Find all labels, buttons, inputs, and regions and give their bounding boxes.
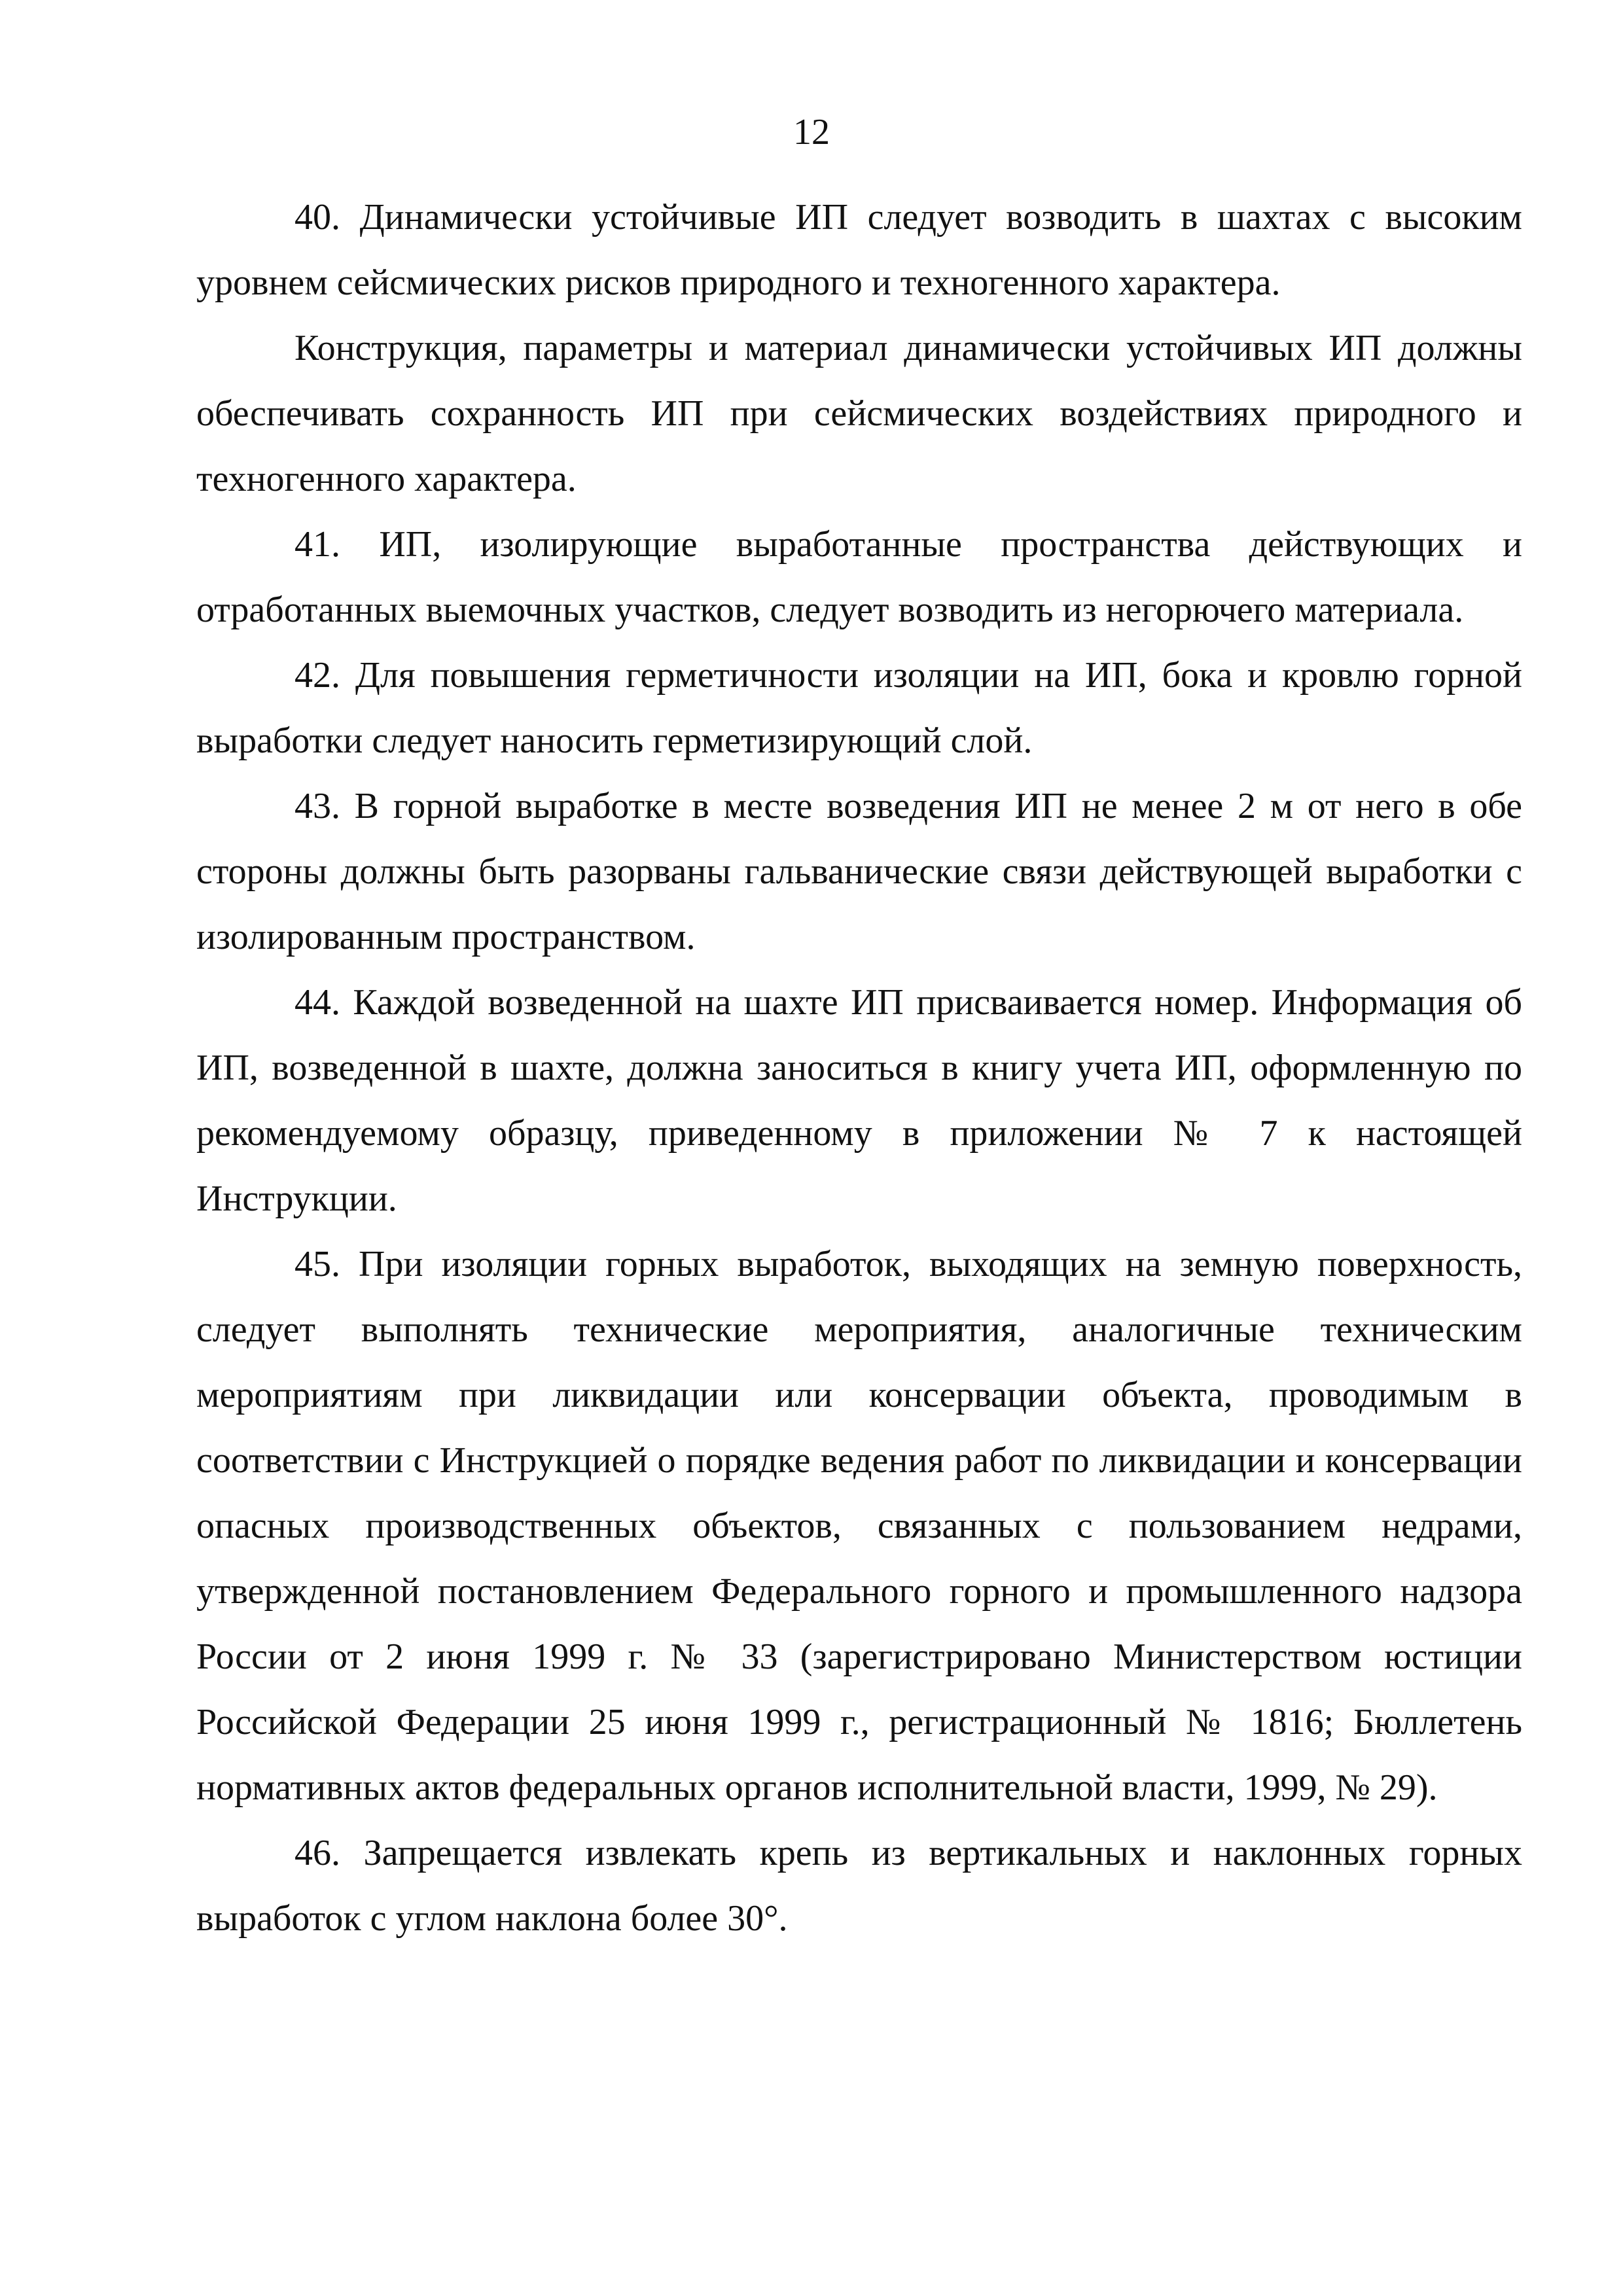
paragraph-42: 42. Для повышения герметичности изоляции на ИП, бока и кровлю горной выработки следует наносить герметизирующий слой. [196,655,1522,761]
paragraph-46: 46. Запрещается извлекать крепь из вертикальных и наклонных горных выработок с углом наклона более 30°. [196,1833,1522,1939]
paragraph-41: 41. ИП, изолирующие выработанные пространства действующих и отработанных выемочных участков, следует возводить из негорючего материала. [196,524,1522,630]
paragraph-45: 45. При изоляции горных выработок, выходящих на земную поверхность, следует выполнять технические мероприятия, аналогичные техническим мероприятиям при ликвидации или консервации объекта, проводимым в соответствии с Инструкцией о порядке ведения работ по ликвидации и консервации опасных производственных объектов, связанных с пользованием недрами, утвержденной постановлением Федерального горного и промышленного надзора России от 2 июня 1999 г. № 33 (зарегистрировано Министерством юстиции Российской Федерации 25 июня 1999 г., регистрационный № 1816; Бюллетень нормативных актов федеральных органов исполнительной власти, 1999, № 29). [196,1244,1522,1808]
document-body [196,185,1522,1951]
paragraph-43: 43. В горной выработке в месте возведения ИП не менее 2 м от него в обе стороны должны быть разорваны гальванические связи действующей выработки с изолированным пространством. [196,786,1522,957]
paragraph-40-construction: Конструкция, параметры и материал динамически устойчивых ИП должны обеспечивать сохранность ИП при сейсмических воздействиях природного и техногенного характера. [196,328,1522,499]
page-number: 12 [793,112,830,152]
paragraph-44: 44. Каждой возведенной на шахте ИП присваивается номер. Информация об ИП, возведенной в шахте, должна заноситься в книгу учета ИП, оформленную по рекомендуемому образцу, приведенному в приложении № 7 к настоящей Инструкции. [196,982,1522,1219]
paragraph-40: 40. Динамически устойчивые ИП следует возводить в шахтах с высоким уровнем сейсмических рисков природного и техногенного характера. [196,197,1522,303]
